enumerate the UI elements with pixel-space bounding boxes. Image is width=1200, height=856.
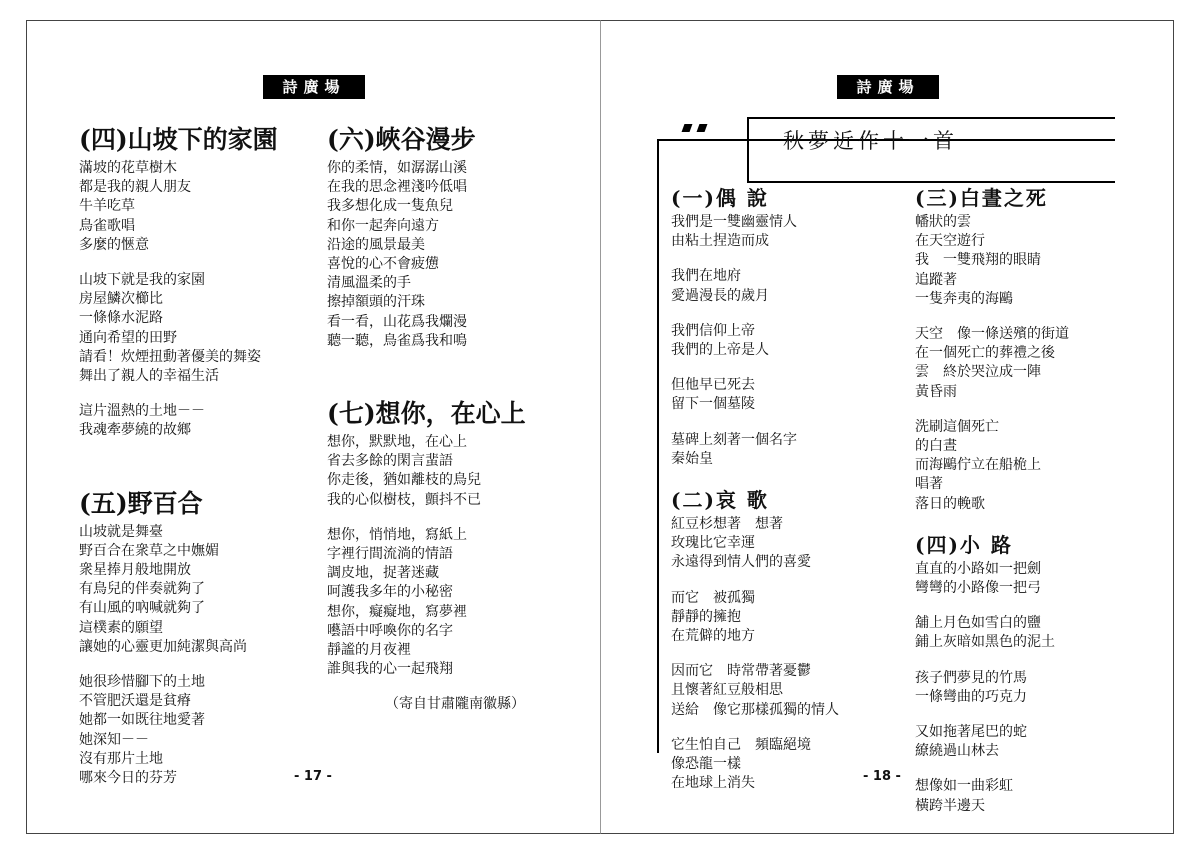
poem-line: 讓她的心靈更加純潔與高尚 bbox=[79, 638, 247, 655]
poem-line: 紅豆杉想著 想著 bbox=[671, 516, 783, 533]
poem-line: 但他早已死去 bbox=[671, 377, 755, 394]
poem-line: 呵護我多年的小秘密 bbox=[327, 584, 453, 601]
poem-line: 舖上月色如雪白的鹽 bbox=[915, 615, 1041, 632]
poem-line: 像恐龍一樣 bbox=[671, 756, 741, 773]
poem-line: 衆星捧月般地開放 bbox=[79, 562, 191, 579]
poem-line: 而海鷗佇立在船桅上 bbox=[915, 457, 1041, 474]
right-column-1 bbox=[671, 183, 839, 793]
poem-line: 我多想化成一隻魚兒 bbox=[327, 198, 453, 215]
poem-line: 我們在地府 bbox=[671, 268, 741, 285]
source-note: （寄自甘肅隴南徽縣） bbox=[385, 696, 525, 713]
poem-line: 聽一聽，鳥雀爲我和鳴 bbox=[327, 332, 467, 349]
poem-line: 滿坡的花草樹木 bbox=[79, 160, 177, 176]
poem-line: 有鳥兒的伴奏就夠了 bbox=[79, 581, 205, 598]
banner-title: 秋夢近作十一首 bbox=[783, 129, 958, 153]
poem-title: (一)偶 說 bbox=[671, 186, 769, 210]
poem-line: 黃昏雨 bbox=[915, 383, 957, 400]
poem-line: 字裡行間流淌的情語 bbox=[327, 546, 453, 563]
poem-line: 我 一雙飛翔的眼睛 bbox=[915, 252, 1041, 269]
left-column-1 bbox=[79, 123, 278, 788]
poem-line: 都是我的親人朋友 bbox=[79, 179, 191, 196]
poem-line: 哪來今日的芬芳 bbox=[79, 770, 177, 787]
poem-line: 它生怕自己 頻臨絕境 bbox=[671, 736, 811, 753]
poem-line: 洗刷這個死亡 bbox=[915, 418, 999, 435]
poem-title: (四)山坡下的家園 bbox=[79, 125, 278, 154]
poem-line: 野百合在衆草之中嫵媚 bbox=[79, 542, 219, 559]
poem-line: 幡狀的雲 bbox=[915, 214, 971, 230]
poem-line: 彎彎的小路像一把弓 bbox=[915, 580, 1041, 597]
poem-line: 這片溫熱的土地－－ bbox=[79, 403, 205, 420]
poem-line: 一條彎曲的巧克力 bbox=[915, 688, 1027, 705]
poem-title: (四)小 路 bbox=[915, 532, 1013, 557]
poem-line: 墓碑上刻著一個名字 bbox=[671, 431, 797, 448]
poem-line: 又如拖著尾巴的蛇 bbox=[915, 724, 1027, 741]
poem-line: 在天空遊行 bbox=[915, 233, 985, 250]
poem-line: 愛過漫長的歲月 bbox=[671, 287, 769, 304]
poem-line: 追蹤著 bbox=[915, 271, 957, 288]
poem-line: 我們信仰上帝 bbox=[671, 322, 755, 339]
section-header: 詩廣場 bbox=[263, 75, 365, 99]
poem-line: 繚繞過山林去 bbox=[915, 743, 999, 760]
poem-line: 通向希望的田野 bbox=[79, 329, 177, 346]
poem-line: 雲 終於哭泣成一陣 bbox=[915, 364, 1041, 381]
poem-line: 誰與我的心一起飛翔 bbox=[327, 661, 453, 678]
poem-line: 留下一個墓陵 bbox=[671, 396, 755, 413]
poem-title: (二)哀 歌 bbox=[671, 488, 769, 513]
poem-line: 鋪上灰暗如黑色的泥土 bbox=[915, 634, 1055, 651]
poem-line: 想你，默默地，在心上 bbox=[327, 434, 467, 451]
poem-line: 而它 被孤獨 bbox=[671, 589, 755, 606]
poem-title: (七)想你，在心上 bbox=[327, 399, 526, 429]
poem-line: 不管肥沃還是貧瘠 bbox=[79, 693, 191, 710]
poem-line: 多麼的愜意 bbox=[79, 236, 149, 253]
poem-line: 山坡下就是我的家園 bbox=[79, 272, 205, 289]
poem-line: 的白晝 bbox=[915, 438, 957, 455]
poem-line: 調皮地，捉著迷藏 bbox=[327, 565, 439, 582]
poem-line: 鳥雀歌唱 bbox=[79, 217, 135, 234]
poem-line: 唱著 bbox=[915, 476, 943, 493]
poem-line: 由粘土捏造而成 bbox=[671, 233, 769, 250]
poem-line: 落日的輓歌 bbox=[915, 495, 985, 512]
poem-line: 請看！炊煙扭動著優美的舞姿 bbox=[79, 348, 261, 365]
poem-line: 在一個死亡的葬禮之後 bbox=[915, 345, 1055, 362]
poem-line: 橫跨半邊天 bbox=[915, 797, 985, 814]
poem-line: 我們是一雙幽靈情人 bbox=[671, 214, 797, 230]
poem-line: 牛羊吃草 bbox=[79, 198, 135, 215]
poem-line: 我魂牽夢繞的故鄉 bbox=[79, 422, 191, 439]
poem-line: 房屋鱗次櫛比 bbox=[79, 291, 163, 308]
poem-line: 孩子們夢見的竹馬 bbox=[915, 669, 1027, 686]
poem-line: 靜靜的擁抱 bbox=[671, 608, 741, 625]
poem-line: 秦始皇 bbox=[671, 450, 713, 467]
page-number: - 17 - bbox=[294, 769, 332, 784]
poem-line: 玫瑰比它幸運 bbox=[671, 535, 755, 552]
poem-line: 這樸素的願望 bbox=[79, 619, 163, 636]
left-column-2 bbox=[327, 123, 526, 715]
poem-line: 喜悅的心不會疲憊 bbox=[327, 256, 439, 273]
poem-line: 你走後，猶如離枝的鳥兒 bbox=[327, 472, 481, 489]
poem-title: (六)峽谷漫步 bbox=[327, 125, 476, 154]
section-header: 詩廣場 bbox=[837, 75, 939, 99]
poem-line: 我的心似樹枝，顫抖不已 bbox=[327, 491, 481, 508]
poem-line: 她都一如既往地愛著 bbox=[79, 712, 205, 729]
poem-line: 清風溫柔的手 bbox=[327, 275, 411, 292]
poem-line: 天空 像一條送殯的街道 bbox=[915, 326, 1069, 343]
poem-line: 想你，悄悄地，寫紙上 bbox=[327, 526, 467, 543]
left-page bbox=[26, 20, 600, 834]
poem-line: 你的柔情，如潺潺山溪 bbox=[327, 160, 467, 176]
right-page bbox=[600, 20, 1174, 834]
poem-line: 想像如一曲彩虹 bbox=[915, 778, 1013, 795]
poem-line: 看一看，山花爲我爛漫 bbox=[327, 313, 467, 330]
poem-line: 在我的思念裡淺吟低唱 bbox=[327, 179, 467, 196]
poem-line: 山坡就是舞臺 bbox=[79, 523, 163, 540]
poem-line: 囈語中呼喚你的名字 bbox=[327, 622, 453, 639]
poem-line: 舞出了親人的幸福生活 bbox=[79, 368, 219, 385]
right-column-2 bbox=[915, 183, 1069, 816]
poem-line: 在荒僻的地方 bbox=[671, 628, 755, 645]
poem-line: 且懷著紅豆般相思 bbox=[671, 682, 783, 699]
poem-line: 想你，癡癡地，寫夢裡 bbox=[327, 603, 467, 620]
poem-line: 在地球上消失 bbox=[671, 775, 755, 792]
poem-line: 一隻奔夷的海鷗 bbox=[915, 290, 1013, 307]
poem-line: 沿途的風景最美 bbox=[327, 236, 425, 253]
poem-title: (五)野百合 bbox=[79, 488, 203, 518]
poem-line: 永遠得到情人們的喜愛 bbox=[671, 554, 811, 571]
poem-line: 因而它 時常帶著憂鬱 bbox=[671, 663, 811, 680]
poem-line: 一條條水泥路 bbox=[79, 310, 163, 327]
poem-line: 她深知－－ bbox=[79, 731, 149, 748]
poem-line: 省去多餘的閑言蜚語 bbox=[327, 453, 453, 470]
poem-line: 送給 像它那樣孤獨的情人 bbox=[671, 701, 839, 718]
poem-title: (三)白晝之死 bbox=[915, 186, 1048, 210]
poem-line: 她很珍惜腳下的土地 bbox=[79, 674, 205, 691]
poem-line: 靜謐的月夜裡 bbox=[327, 642, 411, 659]
poem-line: 沒有那片土地 bbox=[79, 750, 163, 767]
poem-line: 直直的小路如一把劍 bbox=[915, 560, 1041, 577]
poem-line: 和你一起奔向遠方 bbox=[327, 217, 439, 234]
page-number: - 18 - bbox=[863, 769, 901, 784]
poem-line: 擦掉額頭的汗珠 bbox=[327, 294, 425, 311]
poem-line: 有山風的吶喊就夠了 bbox=[79, 600, 205, 617]
poem-line: 我們的上帝是人 bbox=[671, 342, 769, 359]
